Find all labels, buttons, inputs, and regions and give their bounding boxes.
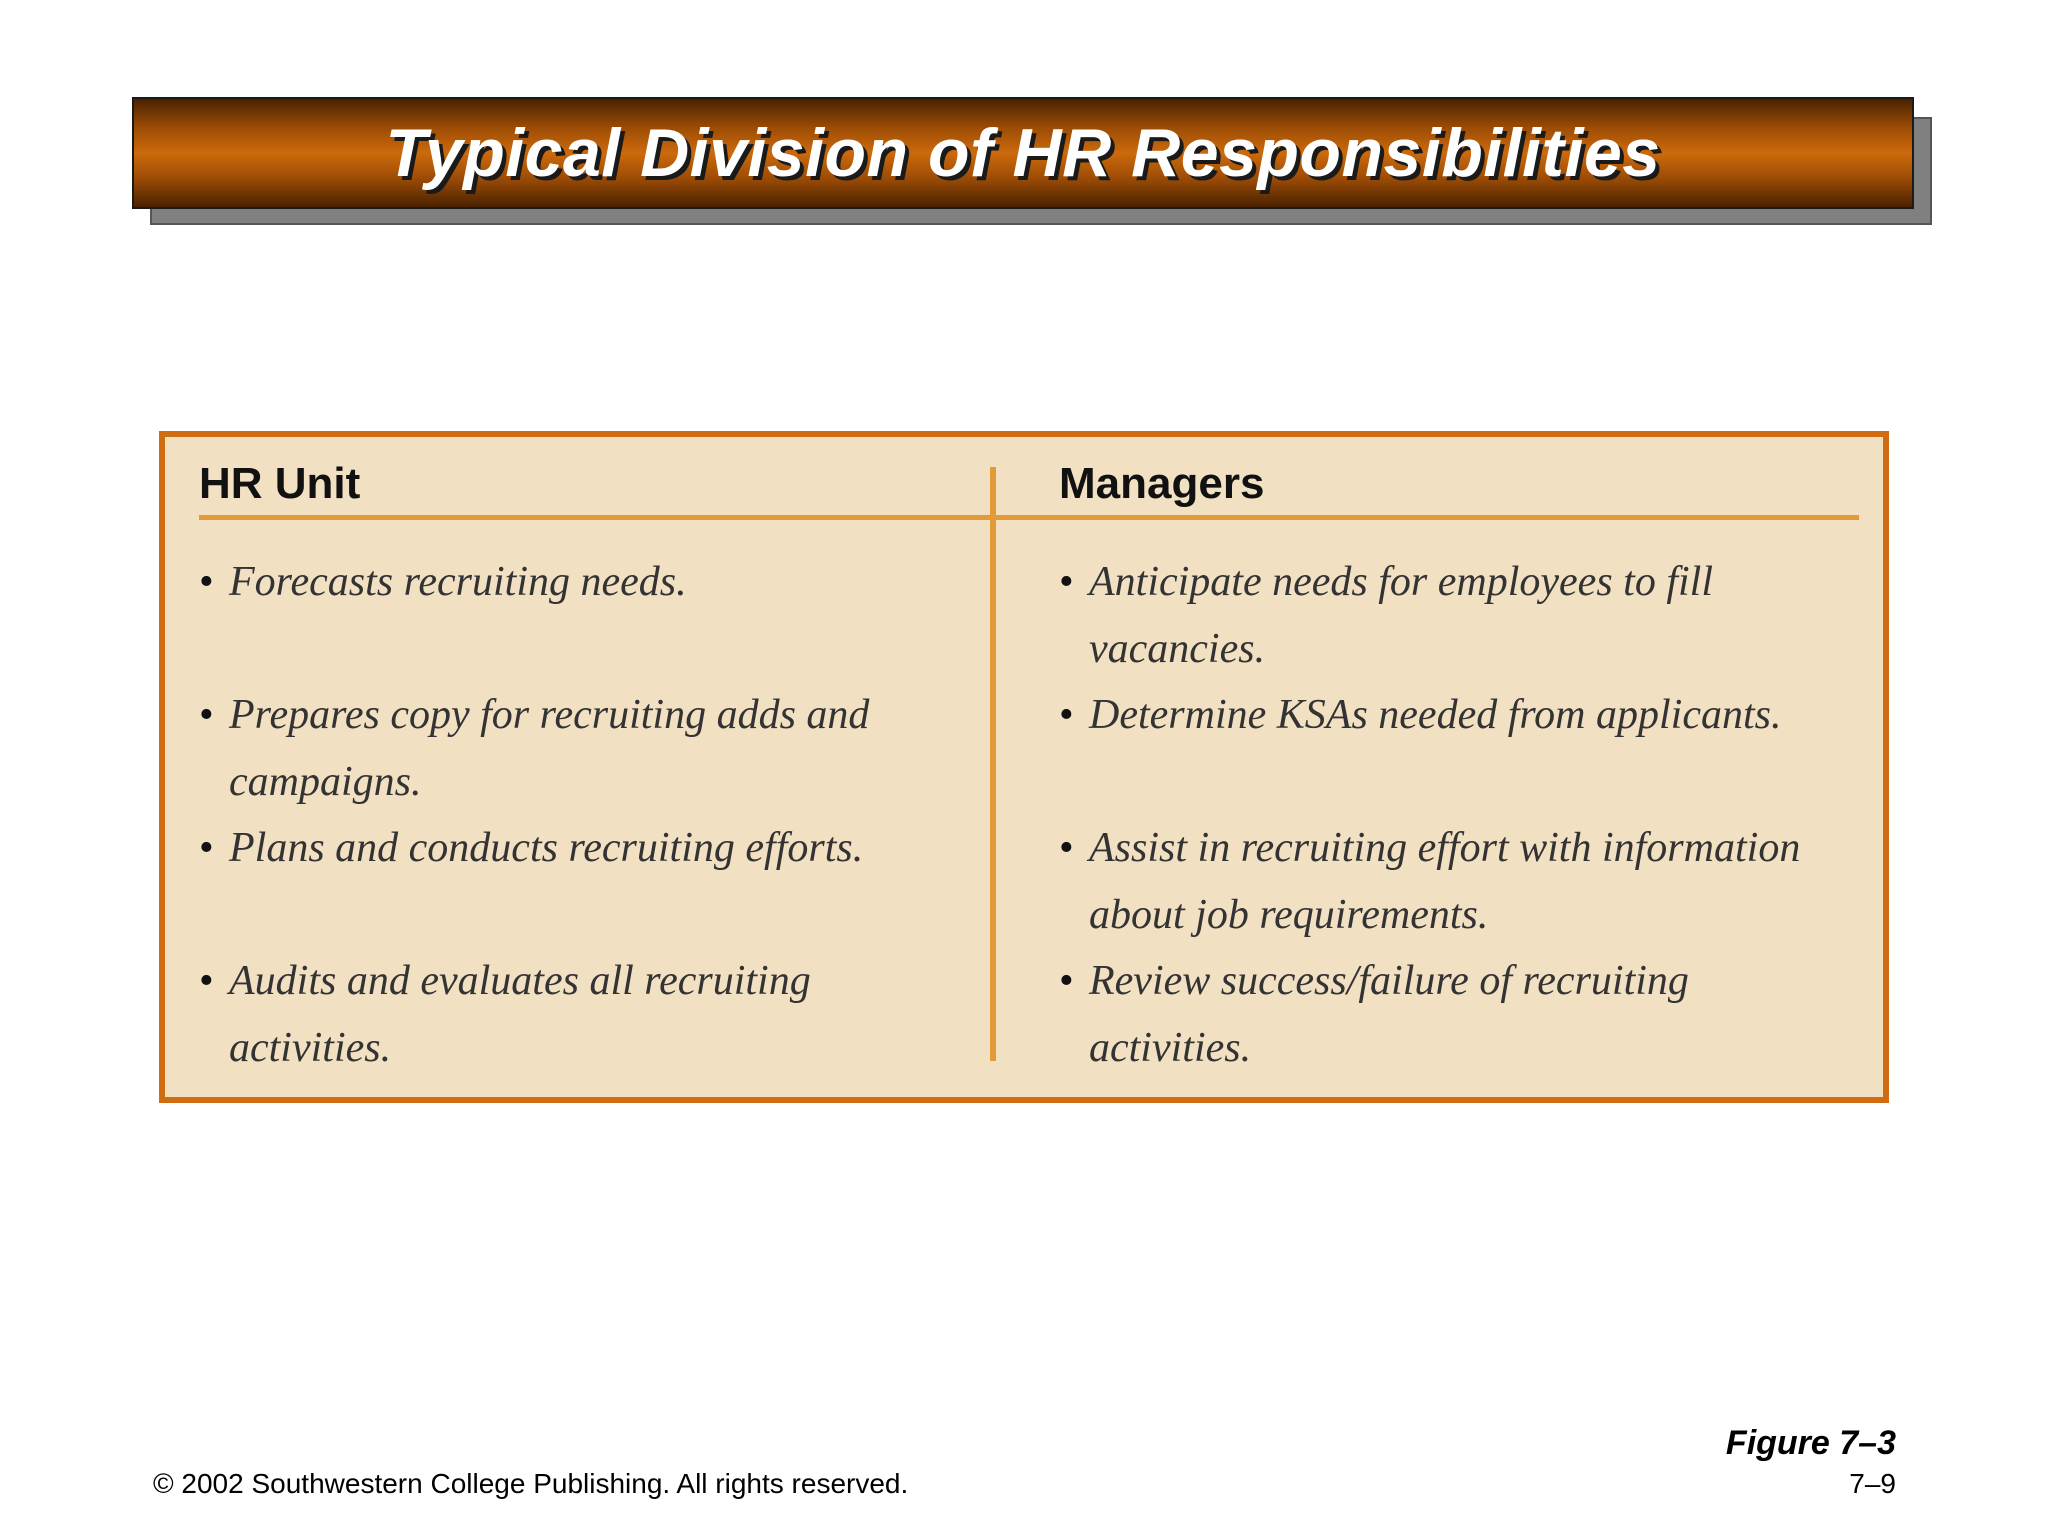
bullet-icon: •	[199, 958, 214, 1004]
bullet-icon: •	[199, 559, 214, 605]
figure-label: Figure 7–3	[1725, 1424, 1896, 1462]
bullet-icon: •	[199, 825, 214, 871]
list-item	[199, 815, 959, 882]
list-item-text: Review success/failure of recruiting activities.	[1089, 958, 1689, 1071]
list-item-text: Audits and evaluates all recruiting activities.	[229, 958, 811, 1071]
managers-heading: Managers	[1059, 459, 1265, 508]
list-item-text: Plans and conducts recruiting efforts.	[229, 825, 864, 871]
bullet-icon: •	[1059, 692, 1074, 738]
header-divider	[199, 515, 1859, 520]
list-item	[1059, 815, 1859, 949]
copyright-notice: © 2002 Southwestern College Publishing. All rights reserved.	[153, 1468, 909, 1499]
list-item	[199, 948, 959, 1082]
list-item	[1059, 549, 1859, 683]
list-item-text: Prepares copy for recruiting adds and campaigns.	[229, 692, 870, 805]
bullet-icon: •	[1059, 559, 1074, 605]
hr-unit-heading: HR Unit	[199, 459, 361, 508]
list-item	[1059, 682, 1859, 749]
list-item-text: Determine KSAs needed from applicants.	[1089, 692, 1782, 738]
bullet-icon: •	[1059, 958, 1074, 1004]
list-item	[199, 682, 959, 816]
bullet-icon: •	[1059, 825, 1074, 871]
list-item-text: Anticipate needs for employees to fill vacancies.	[1089, 559, 1714, 672]
list-item	[199, 549, 959, 616]
list-item-text: Assist in recruiting effort with information about job requirements.	[1089, 825, 1801, 938]
list-item-text: Forecasts recruiting needs.	[229, 559, 687, 605]
slide-title: Typical Division of HR Responsibilities	[385, 115, 1661, 191]
page-number: 7–9	[1849, 1468, 1896, 1499]
responsibilities-figure	[159, 431, 1889, 1103]
title-banner	[132, 97, 1914, 209]
bullet-icon: •	[199, 692, 214, 738]
column-divider	[990, 467, 996, 1061]
list-item	[1059, 948, 1859, 1082]
